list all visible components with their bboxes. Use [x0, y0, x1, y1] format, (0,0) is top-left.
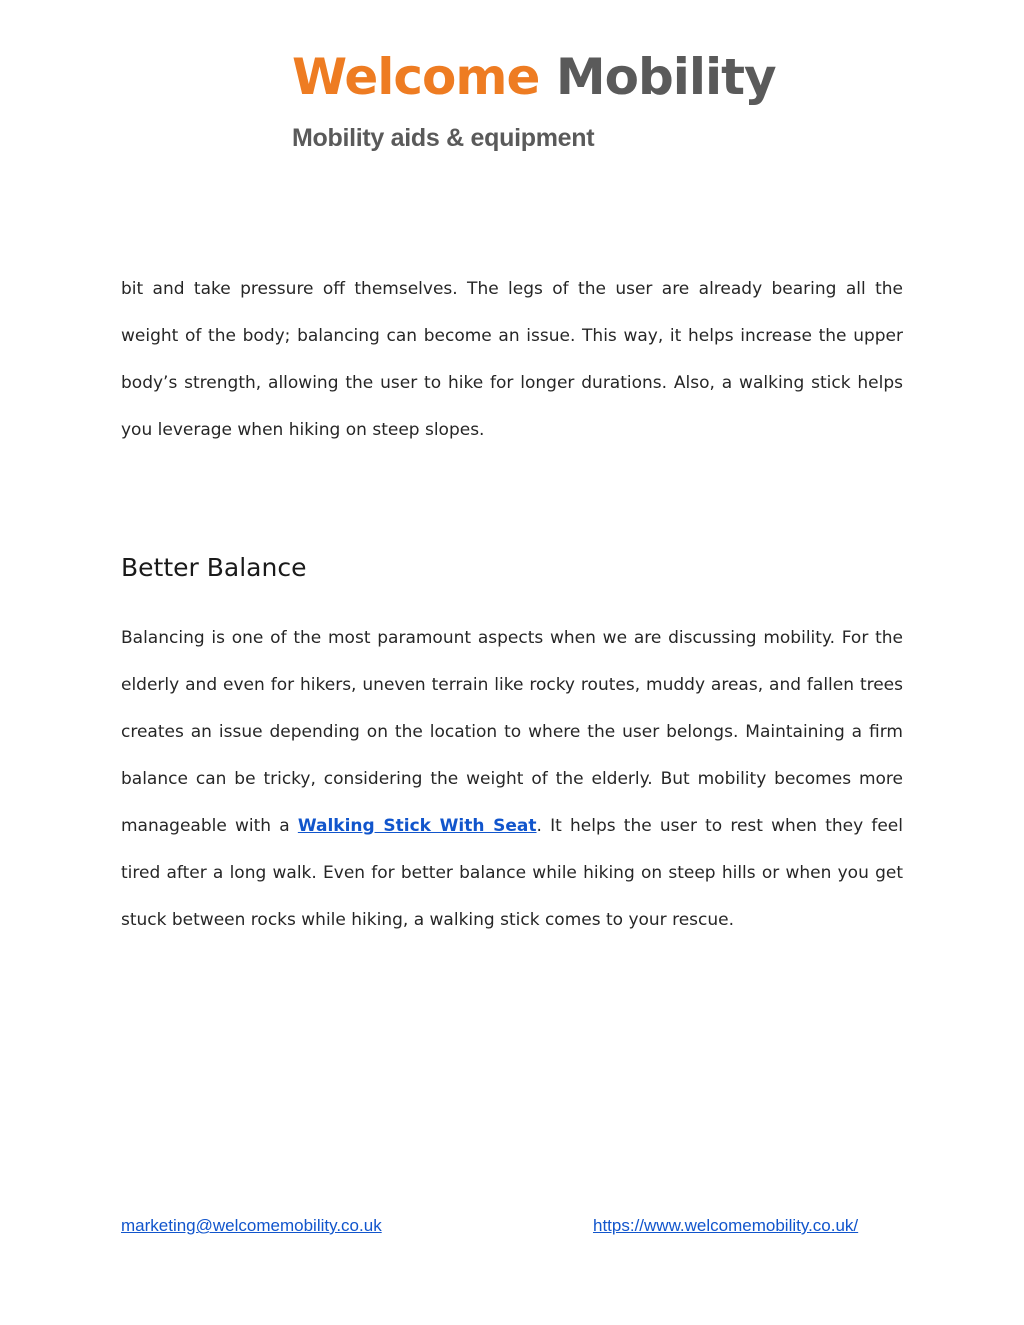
- logo-tagline: Mobility aids & equipment: [292, 124, 595, 152]
- body-paragraph-1: [121, 266, 903, 454]
- paragraph-text-before-link: Balancing is one of the most paramount aspects when we are discussing mobility. For the elderly and even for hikers, uneven terrain like rocky routes, muddy areas, and fallen trees creates an issue depending on the location to where the user belongs. Maintaining a firm balance can be tricky, considering the weight of the elderly. But mobility becomes more manageable with a: [121, 628, 903, 836]
- body-paragraph-2: [121, 615, 903, 944]
- paragraph-text-with-link: [121, 615, 903, 944]
- brand-header: [292, 48, 776, 172]
- section-heading: Better Balance: [121, 553, 307, 582]
- footer-email-link[interactable]: marketing@welcomemobility.co.uk: [121, 1216, 382, 1235]
- logo-word-welcome: Welcome: [292, 48, 540, 106]
- paragraph-text-after-link: . It helps the user to rest when they feel tired after a long walk. Even for better balance while hiking on steep hills or when you get stuck between rocks while hiking, a walking stick comes to your rescue.: [121, 816, 903, 930]
- logo-word-mobility: Mobility: [555, 48, 776, 106]
- footer-website-link[interactable]: https://www.welcomemobility.co.uk/: [593, 1216, 859, 1235]
- walking-stick-with-seat-link[interactable]: Walking Stick With Seat: [297, 816, 537, 836]
- logo: [292, 48, 776, 106]
- paragraph-text: bit and take pressure off themselves. The legs of the user are already bearing all the weight of the body; balancing can become an issue. This way, it helps increase the upper body’s strength, allowing the user to hike for longer durations. Also, a walking stick helps you leverage when hiking on steep slopes.: [121, 279, 903, 440]
